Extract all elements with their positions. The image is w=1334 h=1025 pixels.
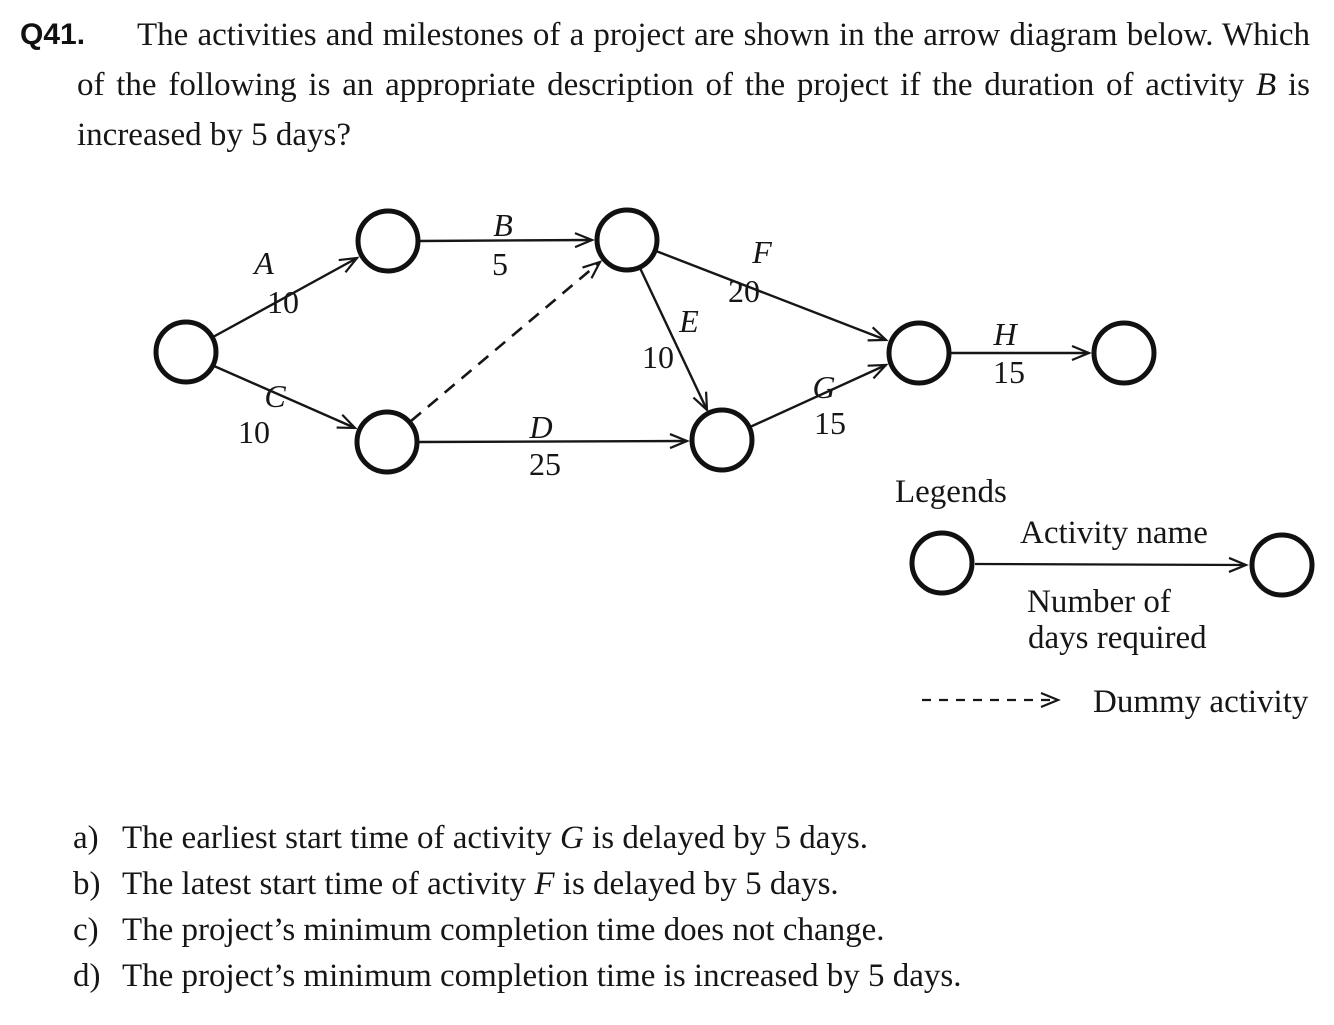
option-a-text [122,815,868,861]
question-line-1-text: The activities and milestones of a project are shown in the arrow diagram below. Which [137,17,1310,53]
activity-D-name: D [529,409,553,445]
question-number: Q41. [20,18,86,51]
option-a-part2: is delayed by 5 days. [583,820,868,856]
option-d-label: d) [73,958,101,994]
milestone-node-5 [889,323,949,383]
activity-E-name: E [679,303,699,339]
activity-G-days: 15 [814,405,846,441]
legend-dummy-label: Dummy activity [1093,684,1309,720]
question-line-2-tail: is [1276,67,1310,103]
legend-days-label-line2: days required [1028,620,1207,656]
option-d-text [122,953,962,999]
legend-start-node [912,533,972,593]
milestone-node-end [1094,323,1154,383]
milestone-node-4 [357,412,417,472]
option-d [73,953,1173,999]
activity-B-name: B [493,207,513,243]
activity-C-name: C [264,378,286,414]
option-b-part2: is delayed by 5 days. [554,866,839,902]
activity-H-days: 15 [993,354,1025,390]
question-line-3-text: increased by 5 days? [77,117,351,153]
question-line-2-italic: B [1256,67,1277,103]
milestone-node-start [156,322,216,382]
option-a-label: a) [73,820,99,856]
option-c [73,907,1173,953]
option-a-part1: The earliest start time of activity [122,820,561,856]
activity-G-name: G [812,369,836,405]
legend-days-label-line1: Number of [1027,584,1171,620]
dummy-activity-arrow [411,262,600,421]
option-b [73,861,1173,907]
activity-A-name: A [254,245,274,281]
option-b-part1: The latest start time of activity [122,866,535,902]
answer-options [73,815,1173,999]
legend-end-node [1252,535,1312,595]
option-b-label: b) [73,866,101,902]
legend-activity-name-label: Activity name [1020,515,1208,551]
activity-H-name: H [993,316,1017,352]
option-a-italic: G [560,820,584,856]
option-b-text [122,861,839,907]
option-c-part1: The project’s minimum completion time does not change. [122,912,885,948]
milestone-node-3 [597,210,657,270]
option-c-label: c) [73,912,99,948]
milestone-node-2 [358,211,418,271]
activity-C-days: 10 [238,414,270,450]
activity-F-days: 20 [728,273,760,309]
activity-D-days: 25 [529,446,561,482]
legend-title: Legends [895,474,1007,510]
activity-A-days: 10 [267,284,299,320]
question-line-2-text: of the following is an appropriate description of the project if the duration of activity [77,67,1257,103]
option-d-part1: The project’s minimum completion time is increased by 5 days. [122,958,962,994]
activity-B-days: 5 [492,246,508,282]
option-c-text [122,907,885,953]
option-b-italic: F [534,866,555,902]
option-a [73,815,1173,861]
activity-F-name: F [752,234,772,270]
milestone-node-6 [692,410,752,470]
activity-E-days: 10 [642,339,674,375]
legend-activity-arrow [975,564,1246,565]
